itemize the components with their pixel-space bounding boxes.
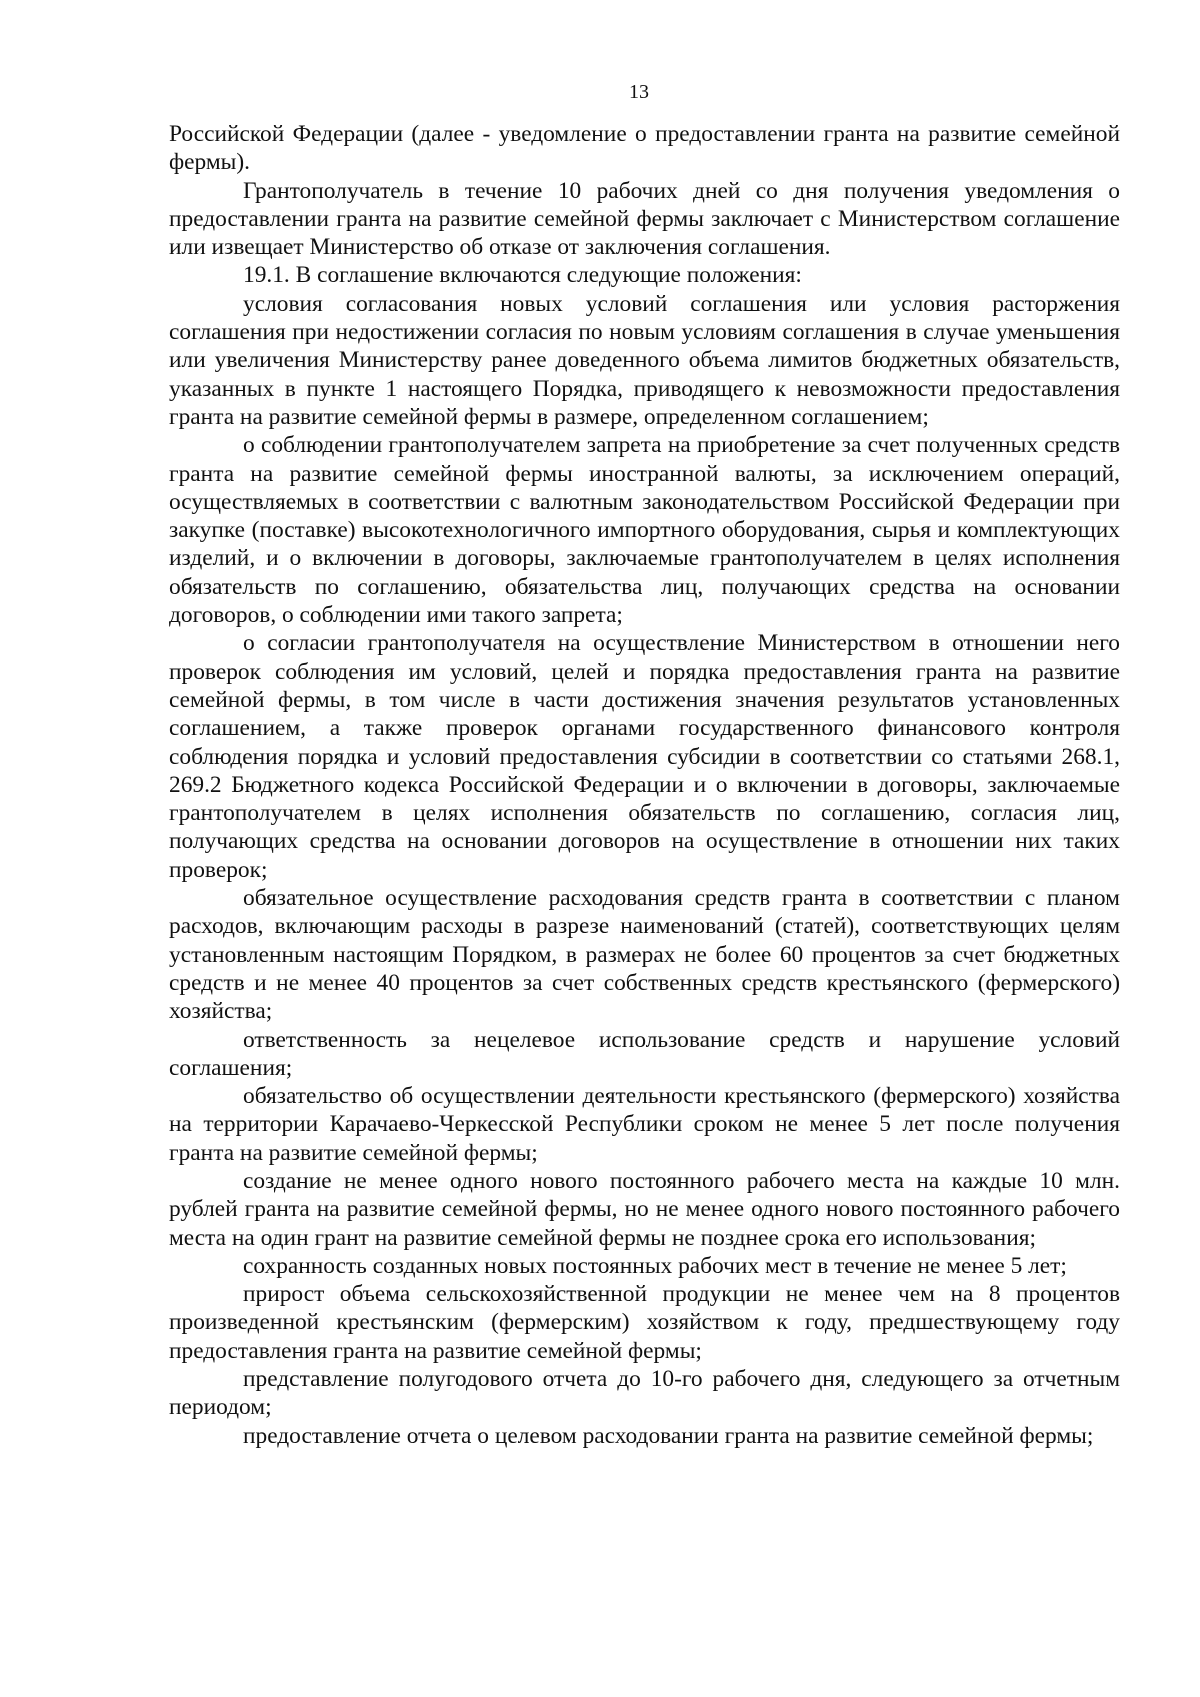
paragraph-spending-plan: обязательное осуществление расходования средств гранта в соответствии с планом расходов, включающим расходы в разрезе наименований (статей), соответствующих целям установленным настоящим Порядком, в размерах не более 60 процентов за счет бюджетных средств и не менее 40 процентов за счет собственных средств крестьянского (фермерского) хозяйства; xyxy=(169,885,1120,1025)
paragraph-grant-recipient-agreement: Грантополучатель в течение 10 рабочих дней со дня получения уведомления о предоставлении гранта на развитие семейной фермы заключает с Министерством соглашение или извещает Министерство об отказе от заключения соглашения. xyxy=(169,177,1120,261)
paragraph-foreign-currency-ban: о соблюдении грантополучателем запрета на приобретение за счет полученных средств гранта на развитие семейной фермы иностранной валюты, за исключением операций, осуществляемых в соответствии с валютным законодательством Российской Федерации при закупке (поставке) высокотехнологичного импортного оборудования, сырья и комплектующих изделий, и о включении в договоры, заключаемые грантополучателем в целях исполнения обязательств по соглашению, обязательства лиц, получающих средства на основании договоров, о соблюдении ими такого запрета; xyxy=(169,432,1120,629)
paragraph-job-creation: создание не менее одного нового постоянного рабочего места на каждые 10 млн. рублей гранта на развитие семейной фермы, но не менее одного нового постоянного рабочего места на один грант на развитие семейной фермы не позднее срока его использования; xyxy=(169,1167,1120,1251)
paragraph-responsibility: ответственность за нецелевое использование средств и нарушение условий соглашения; xyxy=(169,1026,1120,1081)
page-number: 13 xyxy=(629,81,649,103)
paragraph-semiannual-report: представление полугодового отчета до 10-го рабочего дня, следующего за отчетным периодом; xyxy=(169,1366,1120,1421)
paragraph-continuation: Российской Федерации (далее - уведомление о предоставлении гранта на развитие семейной фермы). xyxy=(169,121,1120,176)
paragraph-production-growth: прирост объема сельскохозяйственной продукции не менее чем на 8 процентов произведенной крестьянским (фермерским) хозяйством к году, предшествующему году предоставления гранта на развитие семейной фермы; xyxy=(169,1281,1120,1364)
paragraph-clause-19-1: 19.1. В соглашение включаются следующие положения: xyxy=(243,262,802,289)
paragraph-target-spending-report: предоставление отчета о целевом расходовании гранта на развитие семейной фермы; xyxy=(243,1422,1094,1449)
paragraph-consent-to-inspections: о согласии грантополучателя на осуществление Министерством в отношении него проверок соблюдения им условий, целей и порядка предоставления гранта на развитие семейной фермы, в том числе в части достижения значения результатов установленных соглашением, а также проверок органами государственного финансового контроля соблюдения порядка и условий предоставления субсидии в соответствии со статьями 268.1, 269.2 Бюджетного кодекса Российской Федерации и о включении в договоры, заключаемые грантополучателем в целях исполнения обязательств по соглашению, согласия лиц, получающих средства на основании договоров на осуществление в отношении них таких проверок; xyxy=(169,630,1120,883)
paragraph-agreement-terms: условия согласования новых условий соглашения или условия расторжения соглашения при недостижении согласия по новым условиям соглашения в случае уменьшения или увеличения Министерству ранее доведенного объема лимитов бюджетных обязательств, указанных в пункте 1 настоящего Порядка, приводящего к невозможности предоставления гранта на развитие семейной фермы в размере, определенном соглашением; xyxy=(169,290,1120,430)
document-body xyxy=(169,120,1120,1450)
paragraph-job-retention: сохранность созданных новых постоянных рабочих мест в течение не менее 5 лет; xyxy=(243,1252,1067,1279)
paragraph-activity-obligation: обязательство об осуществлении деятельности крестьянского (фермерского) хозяйства на территории Карачаево-Черкесской Республики сроком не менее 5 лет после получения гранта на развитие семейной фермы; xyxy=(169,1083,1120,1166)
